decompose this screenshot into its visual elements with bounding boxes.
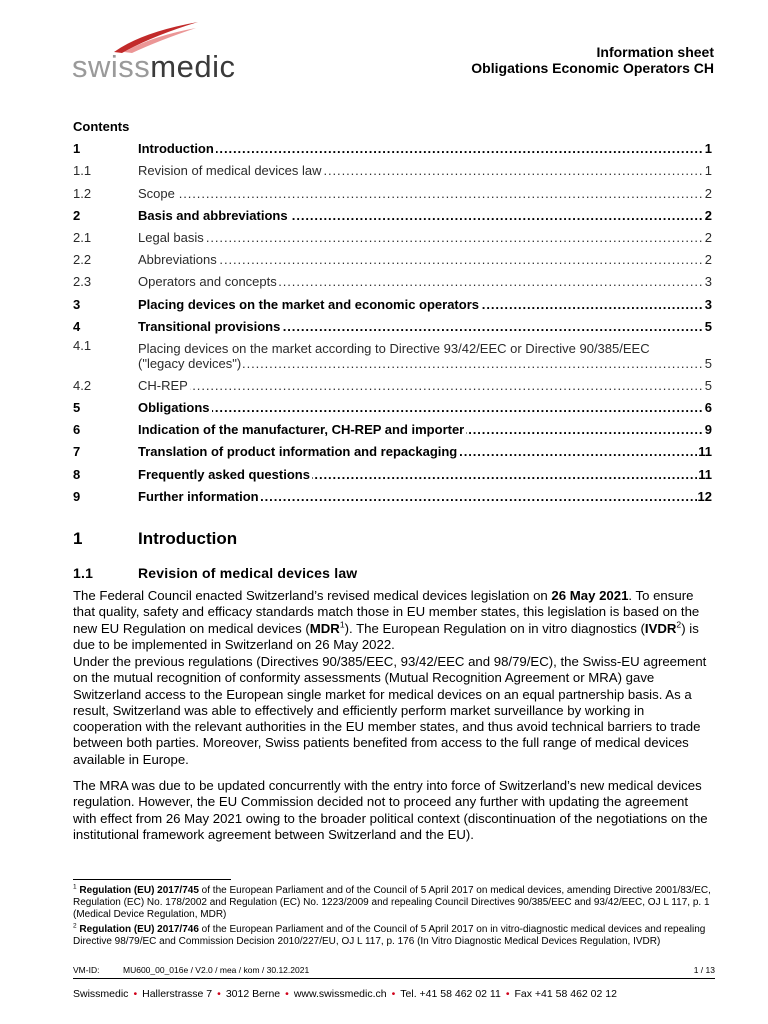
toc-label: Frequently asked questions [138, 466, 310, 482]
logo-wordmark [72, 50, 235, 84]
header-title-block [471, 44, 714, 76]
toc-page: 5 [704, 355, 712, 371]
bullet-icon: • [285, 988, 289, 1000]
toc-entry[interactable] [73, 393, 712, 415]
paragraph [73, 588, 715, 653]
text-run: ). The European Regulation on in vitro diagnostics ( [344, 620, 645, 636]
toc-page: 9 [704, 422, 712, 438]
toc-label: ("legacy devices") [138, 355, 242, 371]
toc-entry[interactable] [73, 289, 712, 311]
toc-page: 11 [698, 444, 712, 460]
org-name: Swissmedic [73, 988, 129, 1000]
toc-number: 7 [73, 444, 81, 460]
toc-label: Further information [138, 488, 259, 504]
vm-id-label: VM-ID: [73, 965, 100, 975]
logo-medic: medic [150, 49, 236, 84]
toc-label: CH-REP [138, 377, 188, 393]
toc-number: 3 [73, 296, 81, 312]
toc-entry[interactable] [73, 201, 712, 223]
toc-label: Placing devices on the market and economic operators [138, 296, 479, 312]
section-title: Introduction [138, 529, 238, 548]
footnote-text: of the European Parliament and of the Council of 5 April 2017 on medical devices, amending Directive 2001/83/EC, Regulation (EC) No. 178/2002 and Regulation (EC) No. 1223/2009 and repealing Council Directives 90/385/EEC and 93/42/EEC, OJ L 117, p. 1 (Medical Device Regulation, MDR) [73, 885, 711, 920]
toc-page: 2 [704, 252, 712, 268]
toc-page: 5 [704, 377, 712, 393]
fax: Fax +41 58 462 02 12 [514, 988, 617, 1000]
footnote-number: 2 [73, 922, 77, 930]
toc-entry[interactable] [73, 245, 712, 267]
toc-label: Introduction [138, 141, 214, 157]
contents-heading: Contents [73, 119, 130, 134]
toc-number: 1.2 [73, 185, 92, 201]
page-number: 1 / 13 [693, 965, 715, 975]
toc-number: 5 [73, 400, 81, 416]
city: 3012 Berne [225, 988, 281, 1000]
toc-label: Transitional provisions [138, 318, 281, 334]
bullet-icon: • [505, 988, 510, 1000]
toc-entry[interactable] [73, 156, 712, 178]
footnote [73, 885, 713, 921]
footnote-number: 1 [73, 883, 77, 891]
toc-label: Indication of the manufacturer, CH-REP and importer [138, 422, 465, 438]
bullet-icon: • [391, 988, 396, 1000]
section-number: 1 [73, 529, 83, 548]
vm-id-value: MU600_00_016e / V2.0 / mea / kom / 30.12.2021 [123, 965, 310, 975]
footnote-title: Regulation (EU) 2017/746 [79, 924, 199, 935]
toc-label: Obligations [138, 400, 210, 416]
toc-number: 6 [73, 422, 81, 438]
date-emphasis: 26 May 2021 [551, 588, 629, 603]
toc-label: Scope [138, 185, 175, 201]
ivdr-abbrev: IVDR [644, 620, 677, 636]
section-heading [73, 529, 237, 549]
toc-number: 4.2 [73, 377, 92, 393]
toc-number: 4.1 [73, 337, 92, 353]
doc-title: Obligations Economic Operators CH [471, 60, 714, 76]
text-run: ) is due to be implemented in Switzerland on 26 May 2022. [73, 620, 699, 652]
bullet-icon: • [133, 988, 138, 1000]
toc-label: Placing devices on the market according to Directive 93/42/EEC or Directive 90/385/EEC [138, 340, 650, 356]
toc-page: 3 [704, 296, 712, 312]
street: Hallerstrasse 7 [142, 988, 213, 1000]
address-line [73, 988, 617, 1000]
toc-page: 11 [698, 466, 712, 482]
toc-entry[interactable] [73, 371, 712, 393]
footnote-title: Regulation (EU) 2017/745 [79, 885, 199, 896]
toc-label: Translation of product information and repackaging [138, 444, 458, 460]
swissmedic-logo [72, 20, 262, 84]
toc-number: 8 [73, 466, 81, 482]
toc-page: 1 [704, 141, 712, 157]
text-run: The Federal Council enacted Switzerland’s revised medical devices legislation on [73, 588, 552, 603]
toc-entry[interactable] [73, 267, 712, 289]
footnote-ref[interactable]: 1 [339, 619, 345, 630]
toc-page: 2 [704, 207, 712, 223]
subsection-heading [73, 565, 357, 581]
paragraph: Under the previous regulations (Directives 90/385/EEC, 93/42/EEC and 98/79/EC), the Swiss-EU agreement on the mutual recognition of conformity assessments (Mutual Recognition Agreement or MRA) gave Switzerland access to the European single market for medical devices on an equal partnership basis. As a result, Switzerland was able to effectively and efficiently perform market surveillance by working in cooperation with the relevant authorities in the EU member states, and thus avoid technical barriers to trade between both parties. Moreover, Swiss patients benefited from access to the full range of medical devices available in Europe. [73, 654, 707, 767]
toc-label: Basis and abbreviations [138, 207, 288, 223]
toc-page: 1 [704, 163, 712, 179]
toc-entry[interactable] [73, 459, 712, 481]
toc-number: 2.2 [73, 252, 92, 268]
mdr-abbrev: MDR [309, 620, 340, 636]
footnote [73, 924, 713, 948]
document-id-row [73, 965, 715, 975]
toc-label: Abbreviations [138, 252, 217, 268]
toc-entry[interactable] [73, 223, 712, 245]
footnote-text: of the European Parliament and of the Council of 5 April 2017 on in vitro-diagnostic medical devices and repealing Directive 98/79/EC and Commission Decision 2010/227/EU, OJ L 117, p. 176 (In Vitro Diagnostic Medical Devices Regulation, IVDR) [73, 924, 706, 947]
footnote-divider [73, 879, 231, 880]
footnote-ref[interactable]: 2 [676, 619, 682, 630]
toc-entry[interactable] [73, 482, 712, 504]
toc-label: Legal basis [138, 229, 204, 245]
toc-label: Operators and concepts [138, 274, 277, 290]
table-of-contents [73, 134, 712, 504]
toc-number: 2 [73, 207, 81, 223]
doc-type: Information sheet [596, 44, 714, 60]
subsection-number: 1.1 [73, 565, 94, 581]
toc-entry[interactable] [73, 437, 712, 459]
toc-number: 1.1 [73, 163, 92, 179]
footer-divider [73, 978, 715, 979]
toc-page: 3 [704, 274, 712, 290]
toc-page: 12 [697, 488, 712, 504]
website-link[interactable]: www.swissmedic.ch [293, 988, 387, 1000]
toc-page: 6 [704, 400, 712, 416]
text-run: . To ensure that quality, safety and efficacy standards match those in EU member states, this legislation is based on the new EU Regulation on medical devices ( [73, 588, 700, 636]
phone: Tel. +41 58 462 02 11 [400, 988, 501, 1000]
paragraph: The MRA was due to be updated concurrently with the entry into force of Switzerland’s new medical devices regulation. However, the EU Commission decided not to proceed any further with updating the agreement with effect from 26 May 2021 owing to the broader political context (discontinuation of the negotiations on the institutional framework agreement between Switzerland and the EU). [73, 778, 708, 842]
toc-number: 9 [73, 488, 81, 504]
toc-number: 1 [73, 141, 81, 157]
toc-number: 2.3 [73, 274, 92, 290]
toc-number: 4 [73, 318, 81, 334]
toc-entry[interactable] [73, 178, 712, 200]
toc-page: 5 [704, 318, 712, 334]
toc-entry[interactable] [73, 134, 712, 156]
toc-number: 2.1 [73, 229, 92, 245]
toc-label: Revision of medical devices law [138, 163, 322, 179]
toc-entry[interactable] [73, 334, 712, 371]
toc-entry[interactable] [73, 415, 712, 437]
toc-page: 2 [704, 185, 712, 201]
toc-entry[interactable] [73, 312, 712, 334]
bullet-icon: • [217, 988, 221, 1000]
toc-page: 2 [704, 229, 712, 245]
subsection-title: Revision of medical devices law [138, 565, 358, 581]
logo-swiss: swiss [72, 49, 151, 84]
